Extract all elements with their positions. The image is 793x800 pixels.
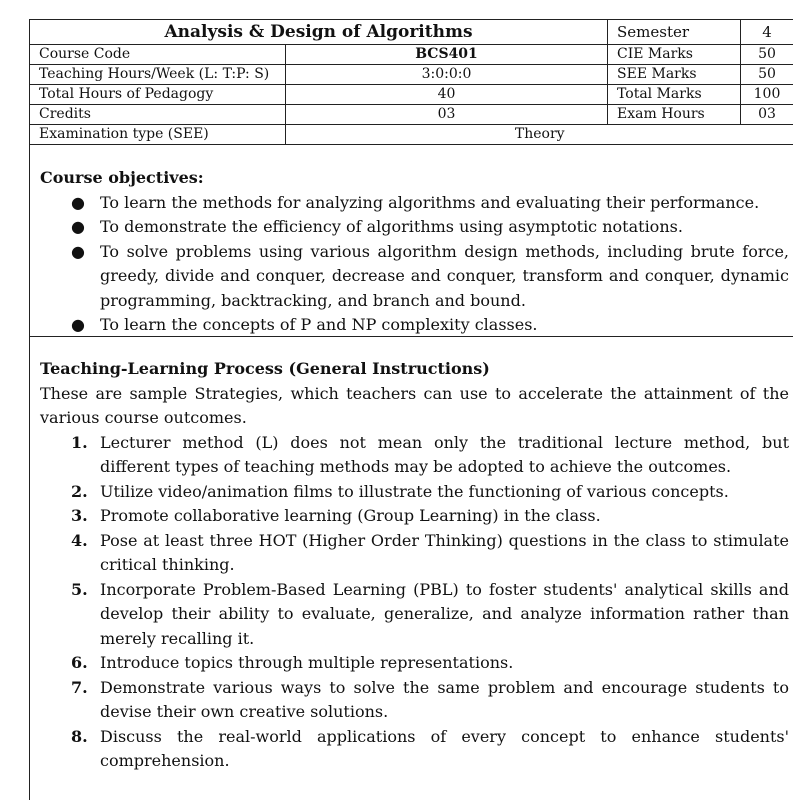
row-value-2: 100 (741, 85, 793, 105)
teaching-list (40, 431, 789, 774)
row-label-2: CIE Marks (608, 45, 741, 65)
row-label-2: Total Marks (608, 85, 741, 105)
item-text: Incorporate Problem-Based Learning (PBL) to foster students' analytical skills and develop their ability to evaluate, generalize, and analyze information rather than merely recalling it. (100, 579, 789, 648)
info-row-credits (30, 105, 793, 125)
list-item (40, 215, 789, 240)
row-label-2: Exam Hours (608, 105, 741, 125)
objective-text: To learn the concepts of P and NP complexity classes. (100, 315, 538, 334)
item-number: 5. (71, 579, 88, 599)
list-item (40, 240, 789, 314)
bullet-icon: ● (71, 315, 85, 334)
course-info-table (29, 19, 793, 145)
item-text: Demonstrate various ways to solve the same problem and encourage students to devise their own creative solutions. (100, 677, 789, 721)
list-item (40, 313, 789, 338)
item-number: 7. (71, 677, 88, 697)
bullet-icon: ● (71, 217, 85, 236)
semester-value: 4 (741, 20, 793, 45)
row-label: Teaching Hours/Week (L: T:P: S) (30, 65, 286, 85)
row-value: 03 (286, 105, 608, 125)
course-objectives-section (29, 145, 793, 337)
item-text: Utilize video/animation films to illustrate the functioning of various concepts. (100, 481, 729, 501)
item-number: 3. (71, 506, 88, 525)
course-code-value: BCS401 (286, 45, 608, 65)
objective-text: To learn the methods for analyzing algorithms and evaluating their performance. (100, 192, 760, 212)
item-text: Introduce topics through multiple representations. (100, 653, 514, 672)
info-row-teaching-hours (30, 65, 793, 85)
info-row-exam-type (30, 125, 793, 145)
item-text: Pose at least three HOT (Higher Order Thinking) questions in the class to stimulate critical thinking. (100, 530, 789, 574)
row-value-2: 03 (741, 105, 793, 125)
item-text: Promote collaborative learning (Group Learning) in the class. (100, 506, 601, 525)
objective-text: To solve problems using various algorithm design methods, including brute force, greedy, divide and conquer, decrease and conquer, transform and conquer, dynamic programming, backtracking, and branch and bound. (100, 241, 789, 310)
semester-label: Semester (608, 20, 741, 45)
item-text: Lecturer method (L) does not mean only the traditional lecture method, but different types of teaching methods may be adopted to achieve the outcomes. (100, 432, 789, 476)
item-number: 2. (71, 481, 88, 501)
list-item (40, 578, 789, 652)
list-item (40, 480, 789, 505)
list-item (40, 676, 789, 725)
row-label: Total Hours of Pedagogy (30, 85, 286, 105)
list-item (40, 504, 789, 529)
info-row-course-code (30, 45, 793, 65)
row-value-2: 50 (741, 65, 793, 85)
info-row-total-hours (30, 85, 793, 105)
item-text: Discuss the real-world applications of every concept to enhance students' comprehension. (100, 726, 789, 770)
teaching-heading: Teaching-Learning Process (General Instructions) (40, 359, 490, 378)
objectives-heading: Course objectives: (40, 168, 204, 187)
bullet-icon: ● (71, 241, 85, 261)
row-value: 3:0:0:0 (286, 65, 608, 85)
objective-text: To demonstrate the efficiency of algorithms using asymptotic notations. (100, 217, 683, 236)
objectives-list (40, 191, 789, 338)
list-item (40, 191, 789, 216)
item-number: 4. (71, 530, 88, 550)
row-label-2: SEE Marks (608, 65, 741, 85)
course-title: Analysis & Design of Algorithms (30, 20, 608, 45)
item-number: 6. (71, 653, 88, 672)
title-row (30, 20, 793, 45)
row-label: Credits (30, 105, 286, 125)
exam-type-label: Examination type (SEE) (30, 125, 286, 145)
bullet-icon: ● (71, 192, 85, 212)
row-label: Course Code (30, 45, 286, 65)
list-item (40, 725, 789, 774)
item-number: 8. (71, 726, 88, 746)
teaching-learning-section (29, 337, 793, 800)
list-item (40, 651, 789, 676)
row-value-2: 50 (741, 45, 793, 65)
list-item (40, 431, 789, 480)
list-item (40, 529, 789, 578)
item-number: 1. (71, 432, 88, 452)
row-value: 40 (286, 85, 608, 105)
exam-type-value: Theory (286, 125, 793, 145)
teaching-intro: These are sample Strategies, which teachers can use to accelerate the attainment of the various course outcomes. (40, 383, 789, 427)
